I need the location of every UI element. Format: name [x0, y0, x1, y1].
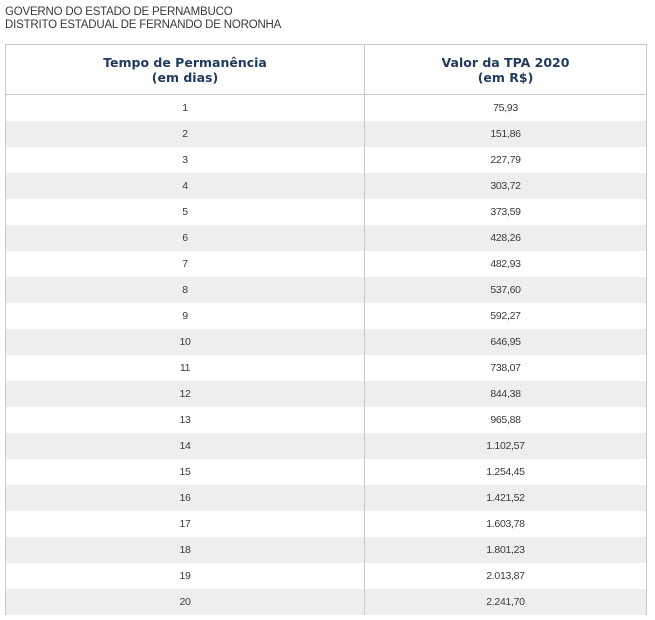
table-row [6, 147, 647, 173]
cell-days: 1 [6, 95, 365, 122]
table-row [6, 251, 647, 277]
table-row [6, 407, 647, 433]
cell-days: 13 [6, 407, 365, 433]
cell-value: 844,38 [365, 381, 647, 407]
cell-value: 2.013,87 [365, 563, 647, 589]
table-row [6, 95, 647, 122]
cell-days: 17 [6, 511, 365, 537]
cell-value: 303,72 [365, 173, 647, 199]
column-header-value-title: Valor da TPA 2020 [441, 54, 570, 70]
column-header-days-unit: (em dias) [151, 69, 219, 85]
cell-days: 9 [6, 303, 365, 329]
cell-days: 4 [6, 173, 365, 199]
table-row [6, 121, 647, 147]
table-row [6, 433, 647, 459]
table-row [6, 589, 647, 615]
table-row [6, 303, 647, 329]
cell-days: 6 [6, 225, 365, 251]
table-body [6, 95, 647, 616]
cell-value: 1.254,45 [365, 459, 647, 485]
table-row [6, 563, 647, 589]
cell-value: 482,93 [365, 251, 647, 277]
cell-value: 592,27 [365, 303, 647, 329]
header-line-government: GOVERNO DO ESTADO DE PERNAMBUCO [5, 6, 233, 18]
cell-value: 428,26 [365, 225, 647, 251]
cell-days: 12 [6, 381, 365, 407]
cell-days: 20 [6, 589, 365, 615]
table-header [6, 45, 647, 95]
cell-days: 18 [6, 537, 365, 563]
tpa-table [5, 44, 647, 615]
table-row [6, 511, 647, 537]
table-row [6, 485, 647, 511]
table-row [6, 277, 647, 303]
column-header-value-unit: (em R$) [477, 69, 534, 85]
cell-value: 1.603,78 [365, 511, 647, 537]
table-header-row [6, 45, 647, 95]
cell-days: 2 [6, 121, 365, 147]
table-row [6, 199, 647, 225]
cell-days: 10 [6, 329, 365, 355]
cell-days: 11 [6, 355, 365, 381]
cell-days: 5 [6, 199, 365, 225]
cell-days: 15 [6, 459, 365, 485]
cell-value: 1.801,23 [365, 537, 647, 563]
cell-value: 738,07 [365, 355, 647, 381]
cell-days: 14 [6, 433, 365, 459]
cell-days: 8 [6, 277, 365, 303]
table-row [6, 537, 647, 563]
cell-days: 19 [6, 563, 365, 589]
header-line-district: DISTRITO ESTADUAL DE FERNANDO DE NORONHA [5, 19, 282, 31]
table-row [6, 225, 647, 251]
cell-value: 1.102,57 [365, 433, 647, 459]
cell-value: 227,79 [365, 147, 647, 173]
table-row [6, 355, 647, 381]
column-header-value [365, 45, 647, 95]
cell-days: 16 [6, 485, 365, 511]
cell-value: 373,59 [365, 199, 647, 225]
cell-value: 151,86 [365, 121, 647, 147]
cell-days: 3 [6, 147, 365, 173]
cell-days: 7 [6, 251, 365, 277]
document-header [5, 6, 281, 32]
cell-value: 75,93 [365, 95, 647, 122]
cell-value: 646,95 [365, 329, 647, 355]
column-header-days [6, 45, 365, 95]
table-row [6, 173, 647, 199]
table-row [6, 381, 647, 407]
cell-value: 965,88 [365, 407, 647, 433]
cell-value: 537,60 [365, 277, 647, 303]
column-header-days-title: Tempo de Permanência [103, 54, 267, 70]
table-row [6, 329, 647, 355]
cell-value: 1.421,52 [365, 485, 647, 511]
table-row [6, 459, 647, 485]
cell-value: 2.241,70 [365, 589, 647, 615]
